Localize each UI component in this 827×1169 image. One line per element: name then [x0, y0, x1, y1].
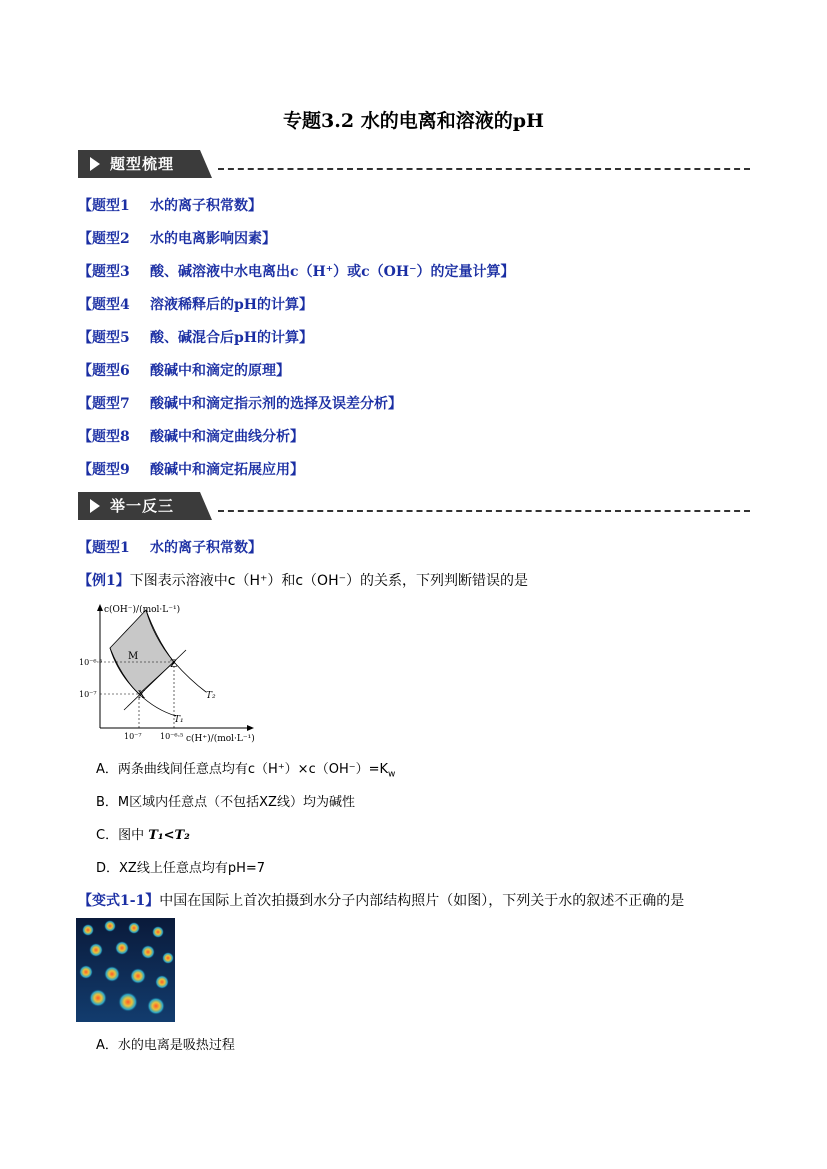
x-axis-arrow [247, 725, 254, 731]
option-d: D．XZ线上任意点均有pH=7 [96, 861, 266, 876]
kw-chart [78, 598, 278, 748]
region-label-m: M [128, 651, 139, 662]
section-header-type-list [78, 150, 750, 180]
toc-item[interactable]: 【题型8 酸碱中和滴定曲线分析】 [78, 429, 304, 445]
toc-item[interactable]: 【题型9 酸碱中和滴定拓展应用】 [78, 462, 304, 478]
variant-text: 中国在国际上首次拍摄到水分子内部结构照片（如图），下列关于水的叙述不正确的是 [159, 893, 685, 909]
toc-item[interactable]: 【题型6 酸碱中和滴定的原理】 [78, 363, 290, 379]
x-tick-2: 10⁻⁶·⁵ [160, 732, 184, 741]
toc-item[interactable]: 【题型5 酸、碱混合后pH的计算】 [78, 330, 314, 346]
option-b: B．M区域内任意点（不包括XZ线）均为碱性 [96, 795, 355, 810]
question-type-heading: 【题型1 水的离子积常数】 [78, 540, 262, 556]
dashed-divider [218, 168, 750, 170]
toc-item[interactable]: 【题型2 水的电离影响因素】 [78, 231, 276, 247]
toc-item[interactable]: 【题型3 酸、碱溶液中水电离出c（H⁺）或c（OH⁻）的定量计算】 [78, 264, 515, 280]
y-tick-2: 10⁻⁷ [79, 690, 97, 699]
region-m [110, 610, 174, 694]
y-axis-label: c(OH⁻)/(mol·L⁻¹) [104, 605, 181, 615]
example-question [78, 570, 528, 590]
y-axis-arrow [97, 604, 103, 611]
point-z-label: Z [170, 659, 177, 670]
section-header-practice [78, 492, 750, 522]
toc-item[interactable]: 【题型4 溶液稀释后的pH的计算】 [78, 297, 314, 313]
water-molecule-photo [76, 918, 175, 1022]
toc-item[interactable]: 【题型1 水的离子积常数】 [78, 198, 262, 214]
example-tag: 【例1】 [78, 573, 130, 589]
option-c: C．图中 T₁<T₂ [96, 828, 190, 843]
variant-tag: 【变式1-1】 [78, 893, 160, 909]
variant-option-a: A．水的电离是吸热过程 [96, 1038, 235, 1053]
page-title: 专题3.2 水的电离和溶液的pH [283, 110, 544, 132]
toc-item[interactable]: 【题型7 酸碱中和滴定指示剂的选择及误差分析】 [78, 396, 402, 412]
variant-question [78, 890, 684, 910]
x-axis-label: c(H⁺)/(mol·L⁻¹) [186, 734, 255, 744]
dashed-divider [218, 510, 750, 512]
example-text: 下图表示溶液中c（H⁺）和c（OH⁻）的关系，下列判断错误的是 [129, 573, 528, 589]
option-a: A．两条曲线间任意点均有$c(H^+)\times c(OH^-)=K_w$ [96, 762, 396, 780]
curve-t2-label: T₂ [206, 691, 216, 701]
x-tick-1: 10⁻⁷ [124, 732, 142, 741]
point-x-label: X [138, 690, 146, 701]
y-tick-1: 10⁻⁶·⁵ [79, 658, 103, 667]
section-title: 举一反三 [110, 497, 175, 515]
section-title: 题型梳理 [110, 155, 175, 173]
curve-t1-label: T₁ [174, 715, 184, 725]
